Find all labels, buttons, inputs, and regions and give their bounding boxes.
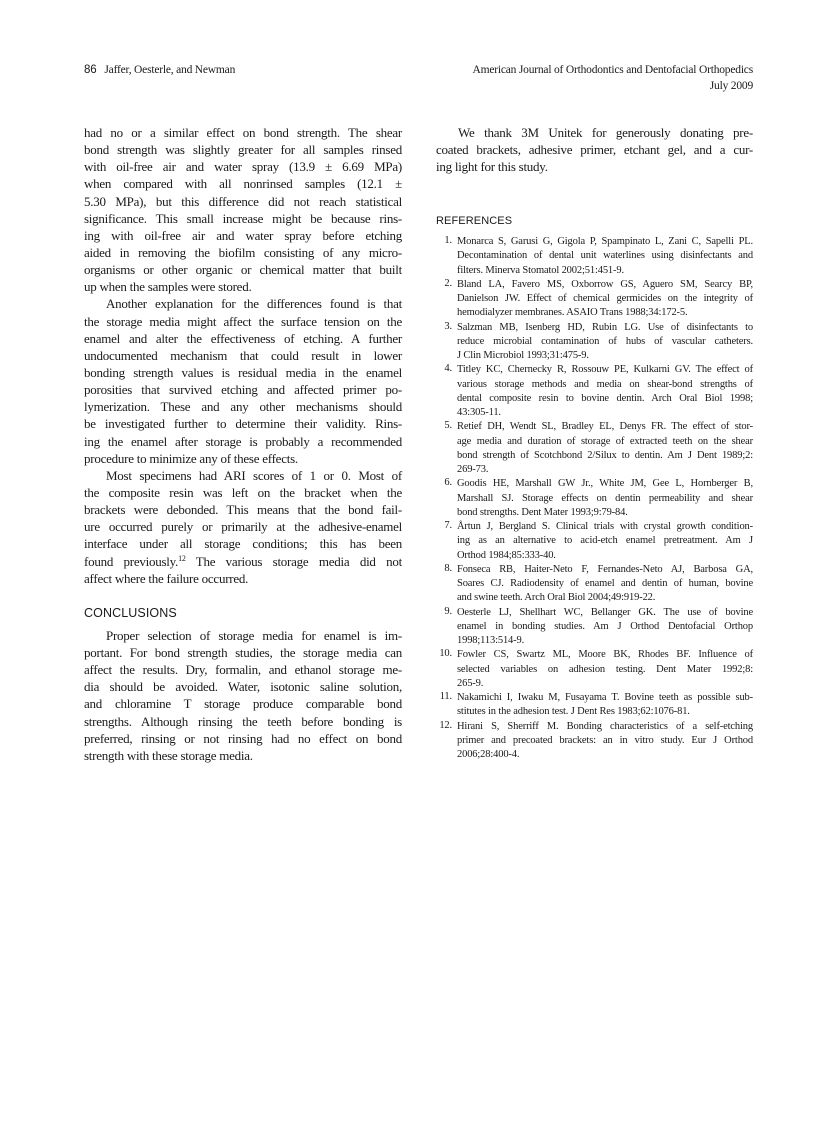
reference-number: 7. bbox=[444, 520, 452, 531]
reference-item bbox=[436, 648, 753, 691]
reference-line: Årtun J, Bergland S. Clinical trials with crystal growth condition- bbox=[457, 521, 753, 532]
reference-line: Marshall SJ. Storage effects on dentin permeability and shear bbox=[457, 492, 753, 504]
reference-item bbox=[436, 520, 753, 563]
reference-number: 1. bbox=[444, 235, 452, 246]
reference-line: filters. Minerva Stomatol 2002;51:451-9. bbox=[457, 264, 624, 276]
reference-item bbox=[436, 606, 753, 649]
reference-item bbox=[436, 720, 753, 763]
text-line: affect the results. Dry, formalin, and ethanol storage me- bbox=[84, 662, 402, 678]
text-line: aided in removing the biofilm consisting of any micro- bbox=[84, 244, 402, 260]
citation-superscript: 12 bbox=[178, 553, 186, 563]
reference-line: 43:305-11. bbox=[457, 407, 501, 418]
text-line: Another explanation for the differences found is that bbox=[106, 296, 402, 312]
reference-line: Monarca S, Garusi G, Gigola P, Spampinato L, Zani C, Sapelli PL. bbox=[457, 236, 753, 247]
reference-line: and swine teeth. Arch Oral Biol 2004;49:919-22. bbox=[457, 592, 656, 604]
reference-line: Oesterle LJ, Shellhart WC, Bellanger GK. The use of bovine bbox=[457, 606, 753, 618]
page-number: 86 bbox=[84, 64, 97, 76]
text-line: significance. This small increase might be because rins- bbox=[84, 210, 402, 226]
reference-item bbox=[436, 691, 753, 720]
text-line: be investigated further to determine their validity. Rins- bbox=[84, 416, 402, 432]
reference-line: Fowler CS, Swartz ML, Moore BK, Rhodes BF. Influence of bbox=[457, 649, 753, 661]
text-line: affect where the failure occurred. bbox=[84, 570, 249, 586]
text-line: the composite resin was left on the bracket when the bbox=[84, 484, 402, 500]
paragraph bbox=[84, 467, 402, 587]
reference-line: primer and precoated brackets: an in vitro study. Eur J Orthod bbox=[457, 734, 753, 746]
text-line: ure occurred purely or primarily at the adhesive-enamel bbox=[84, 519, 402, 535]
discussion-text bbox=[84, 124, 402, 587]
reference-item bbox=[436, 563, 753, 606]
text-line: bond strength was slightly greater for all samples rinsed bbox=[84, 142, 402, 158]
reference-line: Hirani S, Sherriff M. Bonding characteristics of a self-etching bbox=[457, 720, 753, 732]
text-line: organisms or other organic or chemical matter that built bbox=[84, 262, 402, 278]
header-journal: American Journal of Orthodontics and Dentofacial Orthopedics bbox=[472, 64, 753, 76]
reference-line: Bland LA, Favero MS, Oxborrow GS, Aguero SM, Searcy BP, bbox=[457, 278, 753, 290]
text-line: dia should be avoided. Water, isotonic saline solution, bbox=[84, 679, 402, 695]
text-line: ing light for this study. bbox=[436, 159, 548, 175]
text-line: 5.30 MPa), but this difference did not reach statistical bbox=[84, 193, 402, 209]
text-line: Proper selection of storage media for enamel is im- bbox=[106, 627, 402, 643]
text-line: coated brackets, adhesive primer, etchant gel, and a cur- bbox=[436, 142, 753, 158]
reference-line: various storage methods and media on shear-bond strengths of bbox=[457, 378, 753, 390]
running-header-right bbox=[472, 62, 753, 94]
reference-number: 12. bbox=[439, 719, 452, 731]
text-line: the storage media might affect the surface tension on the bbox=[84, 313, 402, 329]
text-line: ing with oil-free air and water spray before etching bbox=[84, 227, 402, 243]
right-column bbox=[436, 124, 753, 175]
reference-number: 3. bbox=[444, 320, 452, 332]
left-column bbox=[84, 124, 402, 764]
text-line: with oil-free air and water spray (13.9 ± 6.69 MPa) bbox=[84, 159, 402, 175]
reference-number: 6. bbox=[444, 477, 452, 489]
reference-line: age media and duration of storage of extracted teeth on the shear bbox=[457, 435, 753, 447]
reference-number: 10. bbox=[439, 648, 452, 660]
reference-line: dental composite resin to bovine dentin. Arch Oral Biol 1998; bbox=[457, 392, 753, 404]
reference-item bbox=[436, 235, 753, 278]
reference-number: 5. bbox=[444, 420, 452, 432]
text-line: and chloramine T storage produce comparable bond bbox=[84, 696, 402, 712]
conclusions-heading: CONCLUSIONS bbox=[84, 605, 177, 620]
references-list bbox=[436, 235, 753, 762]
conclusions-text bbox=[84, 627, 402, 764]
reference-line: Retief DH, Wendt SL, Bradley EL, Denys FR. The effect of stor- bbox=[457, 421, 753, 433]
reference-line: ing as an alternative to acid-etch enamel pretreatment. Am J bbox=[457, 535, 753, 547]
references-heading: REFERENCES bbox=[436, 215, 513, 227]
reference-number: 2. bbox=[444, 277, 452, 289]
text-line: interface under all storage conditions; this has been bbox=[84, 536, 402, 552]
text-line: bonding strength values is residual media in the enamel bbox=[84, 364, 402, 380]
reference-line: 1998;113:514-9. bbox=[457, 635, 525, 646]
paragraph bbox=[84, 124, 402, 295]
reference-line: Goodis HE, Marshall GW Jr., White JM, Gee L, Hornberger B, bbox=[457, 478, 753, 490]
reference-line: stitutes in the adhesion test. J Dent Res 1983;62:1076-81. bbox=[457, 706, 690, 718]
reference-line: Fonseca RB, Haiter-Neto F, Fernandes-Neto AJ, Barbosa GA, bbox=[457, 563, 753, 575]
reference-number: 9. bbox=[444, 605, 452, 617]
text-line: preferred, rinsing or not rinsing had no effect on bond bbox=[84, 730, 402, 746]
reference-number: 8. bbox=[444, 562, 452, 574]
reference-item bbox=[436, 278, 753, 321]
reference-line: 269-73. bbox=[457, 464, 489, 475]
reference-item bbox=[436, 321, 753, 364]
reference-line: Salzman MB, Isenberg HD, Rubin LG. Use of disinfectants to bbox=[457, 321, 753, 333]
text-line: when compared with all nonrinsed samples (12.1 ± bbox=[84, 176, 402, 192]
reference-line: Nakamichi I, Iwaku M, Fusayama T. Bovine teeth as possible sub- bbox=[457, 692, 753, 703]
paragraph bbox=[436, 124, 753, 175]
text-line: Most specimens had ARI scores of 1 or 0. Most of bbox=[106, 467, 402, 483]
reference-line: bond strengths. Dent Mater 1993;9:79-84. bbox=[457, 506, 628, 518]
reference-line: 265-9. bbox=[457, 677, 484, 689]
text-line: portant. For bond strength studies, the storage media can bbox=[84, 644, 402, 660]
text-line: strength with these storage media. bbox=[84, 747, 253, 763]
reference-line: Titley KC, Chernecky R, Rossouw PE, Kulkarni GV. The effect of bbox=[457, 364, 753, 376]
header-authors: Jaffer, Oesterle, and Newman bbox=[104, 64, 236, 76]
reference-line: Orthod 1984;85:333-40. bbox=[457, 549, 556, 561]
reference-line: enamel in bonding studies. Am J Orthod Dentofacial Orthop bbox=[457, 620, 753, 632]
reference-line: Decontamination of dental unit waterlines using disinfectants and bbox=[457, 250, 753, 262]
reference-line: reduce microbial contamination of hubs of vascular catheters. bbox=[457, 335, 753, 347]
reference-line: Soares CJ. Radiodensity of enamel and dentin of human, bovine bbox=[457, 578, 753, 589]
text-line: ing the enamel after storage is probably a recommended bbox=[84, 433, 402, 449]
text-line: enamel and alter the effectiveness of etching. A further bbox=[84, 330, 402, 346]
paragraph bbox=[84, 295, 402, 466]
reference-item bbox=[436, 363, 753, 420]
reference-line: bond strength of Scotchbond 2/Silux to dentin. Am J Dent 1989;2: bbox=[457, 449, 753, 461]
text-line: porosities that survived etching and affected primer po- bbox=[84, 382, 402, 398]
reference-item bbox=[436, 477, 753, 520]
reference-line: selected variables on adhesion testing. Dent Mater 1992;8: bbox=[457, 663, 753, 675]
text-line: procedure to minimize any of these effects. bbox=[84, 450, 298, 466]
text-line: lymerization. These and any other mechanisms should bbox=[84, 399, 402, 415]
paragraph bbox=[84, 627, 402, 764]
text-line: found previously.$^{12}$ The various storage media did not bbox=[84, 553, 402, 569]
header-date: July 2009 bbox=[709, 80, 753, 92]
text-line: strengths. Although rinsing the teeth before bonding is bbox=[84, 713, 402, 729]
reference-number: 4. bbox=[444, 363, 452, 375]
text-line: brackets were debonded. This means that the bond fail- bbox=[84, 502, 402, 518]
text-line: up when the samples were stored. bbox=[84, 279, 252, 295]
reference-line: Danielson JW. Effect of chemical germicides on the integrity of bbox=[457, 293, 753, 304]
reference-line: hemodialyzer membranes. ASAIO Trans 1988;34:172-5. bbox=[457, 307, 688, 319]
reference-number: 11. bbox=[439, 691, 452, 702]
reference-line: J Clin Microbiol 1993;31:475-9. bbox=[457, 350, 589, 361]
acknowledgment-text bbox=[436, 124, 753, 175]
text-line: had no or a similar effect on bond strength. The shear bbox=[84, 125, 402, 140]
reference-item bbox=[436, 420, 753, 477]
text-line: undocumented mechanism that could result in lower bbox=[84, 347, 402, 363]
reference-line: 2006;28:400-4. bbox=[457, 749, 520, 760]
running-header-left bbox=[84, 62, 235, 78]
text-line: We thank 3M Unitek for generously donating pre- bbox=[458, 125, 753, 140]
